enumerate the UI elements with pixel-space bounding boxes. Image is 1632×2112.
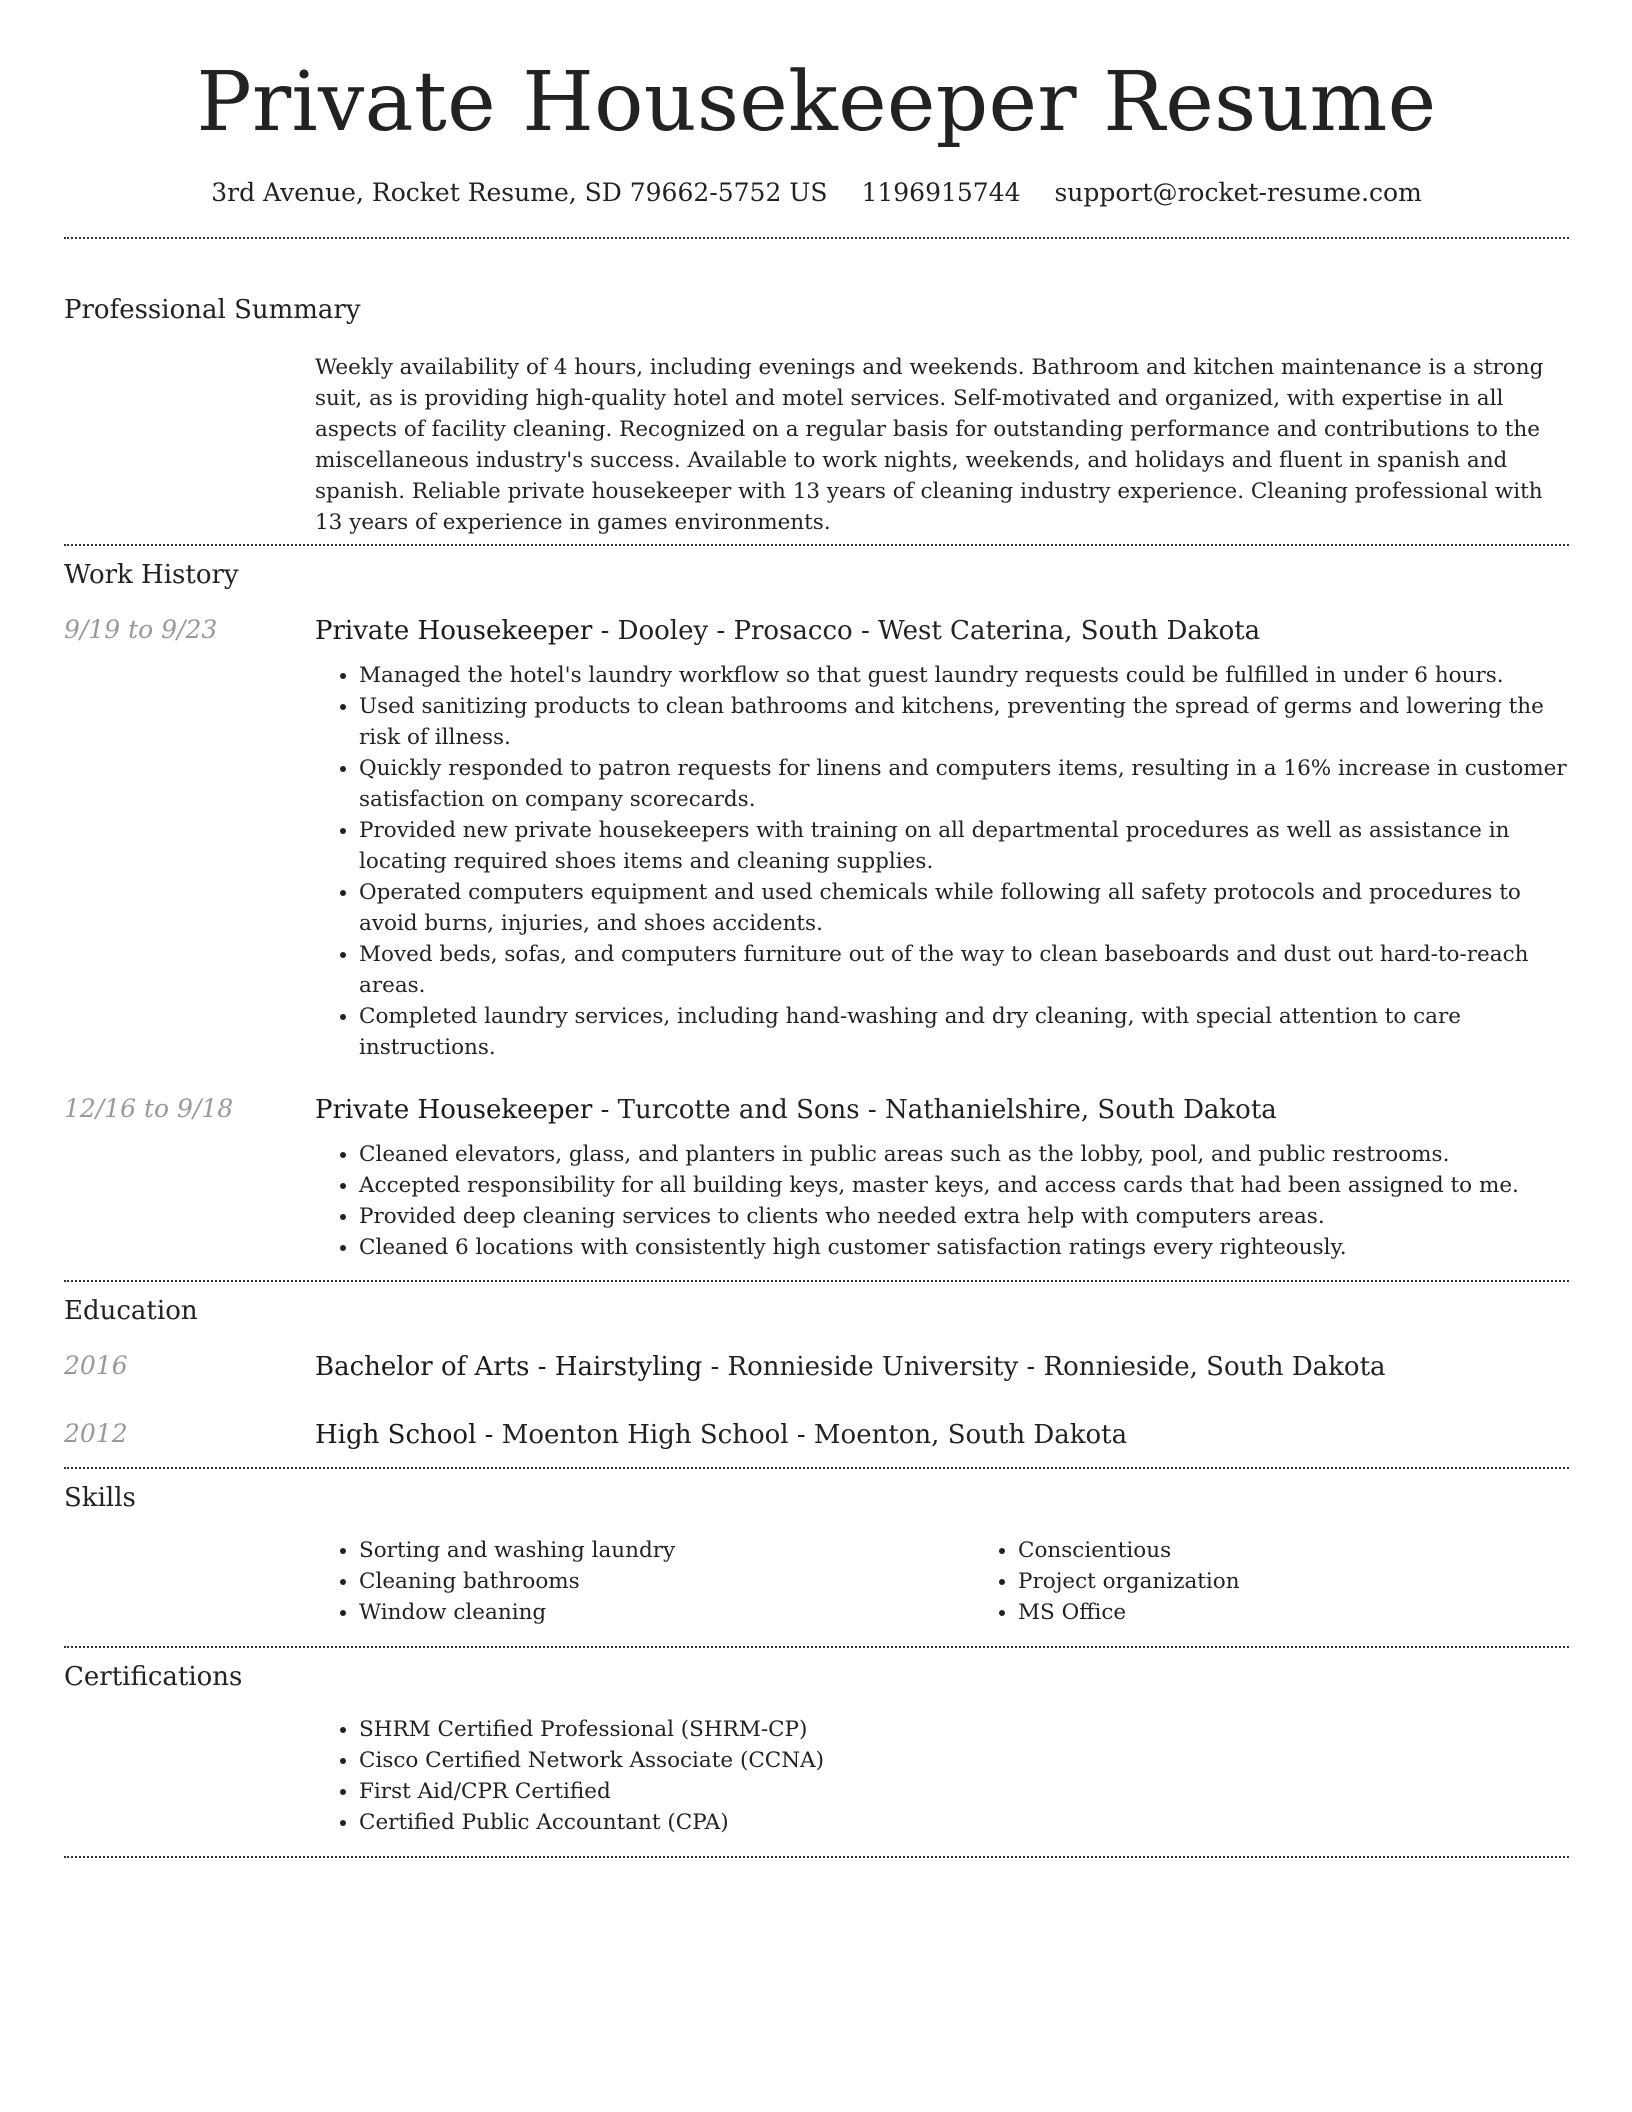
job-details: - Turcotte and Sons - Nathanielshire, South Dakota bbox=[592, 1095, 1277, 1125]
job-dates: 9/19 to 9/23 bbox=[64, 615, 218, 644]
job-dates: 12/16 to 9/18 bbox=[64, 1094, 234, 1123]
education-details: - Moenton High School - Moenton, South Dakota bbox=[476, 1420, 1128, 1450]
list-item: • Cleaned elevators, glass, and planters in public areas such as the lobby, pool, and public restrooms. bbox=[359, 1139, 1569, 1170]
contact-address: 3rd Avenue, Rocket Resume, SD 79662-5752 US bbox=[211, 178, 828, 207]
education-heading bbox=[315, 1418, 1569, 1452]
education-heading bbox=[315, 1350, 1569, 1384]
job-heading bbox=[315, 1093, 1569, 1127]
divider bbox=[64, 1467, 1569, 1469]
list-item: • Certified Public Accountant (CPA) bbox=[359, 1807, 1569, 1838]
list-item: • Accepted responsibility for all building keys, master keys, and access cards that had been assigned to me. bbox=[359, 1170, 1569, 1201]
education-section bbox=[64, 1294, 1569, 1452]
education-degree: Bachelor of Arts - Hairstyling bbox=[315, 1352, 703, 1382]
skills-section bbox=[64, 1481, 1569, 1628]
section-heading-certifications: Certifications bbox=[64, 1662, 243, 1692]
list-item: • Sorting and washing laundry bbox=[359, 1535, 974, 1566]
job-title: Private Housekeeper bbox=[315, 616, 593, 646]
job-entry bbox=[64, 1093, 1569, 1263]
summary-section bbox=[64, 293, 1569, 538]
divider bbox=[64, 237, 1569, 239]
section-heading-education: Education bbox=[64, 1296, 198, 1326]
list-item: • Moved beds, sofas, and computers furniture out of the way to clean baseboards and dust out hard-to-reach areas. bbox=[359, 939, 1569, 1001]
list-item: • MS Office bbox=[1018, 1597, 1632, 1628]
education-entry bbox=[64, 1350, 1569, 1384]
list-item: • Provided deep cleaning services to clients who needed extra help with computers areas. bbox=[359, 1201, 1569, 1232]
divider bbox=[64, 1856, 1569, 1858]
skills-column-1 bbox=[315, 1535, 974, 1628]
list-item: • First Aid/CPR Certified bbox=[359, 1776, 1569, 1807]
list-item: • Quickly responded to patron requests for linens and computers items, resulting in a 16% increase in customer satisfaction on company scorecards. bbox=[359, 753, 1569, 815]
summary-text: Weekly availability of 4 hours, including evenings and weekends. Bathroom and kitchen maintenance is a strong suit, as is providing high-quality hotel and motel services. Self-motivated and organized, with expertise in all aspects of facility cleaning. Recognized on a regular basis for outstanding performance and contributions to the miscellaneous industry's success. Available to work nights, weekends, and holidays and fluent in spanish and spanish. Reliable private housekeeper with 13 years of cleaning industry experience. Cleaning professional with 13 years of experience in games environments. bbox=[315, 355, 1544, 535]
divider bbox=[64, 1280, 1569, 1282]
education-year: 2016 bbox=[64, 1351, 128, 1380]
work-history-section bbox=[64, 558, 1569, 1263]
list-item: • Used sanitizing products to clean bathrooms and kitchens, preventing the spread of germs and lowering the risk of illness. bbox=[359, 691, 1569, 753]
job-bullets bbox=[315, 660, 1569, 1063]
section-heading-work-history: Work History bbox=[64, 560, 239, 590]
education-entry bbox=[64, 1418, 1569, 1452]
certifications-list bbox=[315, 1714, 1569, 1838]
list-item: • Operated computers equipment and used chemicals while following all safety protocols and procedures to avoid burns, injuries, and shoes accidents. bbox=[359, 877, 1569, 939]
certifications-section bbox=[64, 1660, 1569, 1838]
list-item: • Provided new private housekeepers with training on all departmental procedures as well as assistance in locating required shoes items and cleaning supplies. bbox=[359, 815, 1569, 877]
job-title: Private Housekeeper bbox=[315, 1095, 593, 1125]
contact-phone: 1196915744 bbox=[861, 178, 1021, 207]
job-bullets bbox=[315, 1139, 1569, 1263]
list-item: • Completed laundry services, including hand-washing and dry cleaning, with special attention to care instructions. bbox=[359, 1001, 1569, 1063]
section-heading-summary: Professional Summary bbox=[64, 295, 361, 325]
education-year: 2012 bbox=[64, 1419, 128, 1448]
list-item: • Window cleaning bbox=[359, 1597, 974, 1628]
resume-page bbox=[64, 0, 1569, 1858]
divider bbox=[64, 1646, 1569, 1648]
contact-line bbox=[64, 177, 1569, 209]
job-details: - Dooley - Prosacco - West Caterina, South Dakota bbox=[592, 616, 1261, 646]
divider bbox=[64, 544, 1569, 546]
education-details: - Ronnieside University - Ronnieside, South Dakota bbox=[702, 1352, 1386, 1382]
education-degree: High School bbox=[315, 1420, 477, 1450]
contact-email[interactable]: support@rocket-resume.com bbox=[1054, 178, 1422, 207]
list-item: • Cleaning bathrooms bbox=[359, 1566, 974, 1597]
list-item: • SHRM Certified Professional (SHRM-CP) bbox=[359, 1714, 1569, 1745]
list-item: • Cisco Certified Network Associate (CCNA) bbox=[359, 1745, 1569, 1776]
job-entry bbox=[64, 614, 1569, 1063]
list-item: • Managed the hotel's laundry workflow so that guest laundry requests could be fulfilled in under 6 hours. bbox=[359, 660, 1569, 691]
list-item: • Cleaned 6 locations with consistently high customer satisfaction ratings every righteously. bbox=[359, 1232, 1569, 1263]
list-item: • Project organization bbox=[1018, 1566, 1632, 1597]
job-heading bbox=[315, 614, 1569, 648]
section-heading-skills: Skills bbox=[64, 1483, 136, 1513]
list-item: • Conscientious bbox=[1018, 1535, 1632, 1566]
resume-title: Private Housekeeper Resume bbox=[196, 55, 1437, 150]
skills-column-2 bbox=[974, 1535, 1632, 1628]
